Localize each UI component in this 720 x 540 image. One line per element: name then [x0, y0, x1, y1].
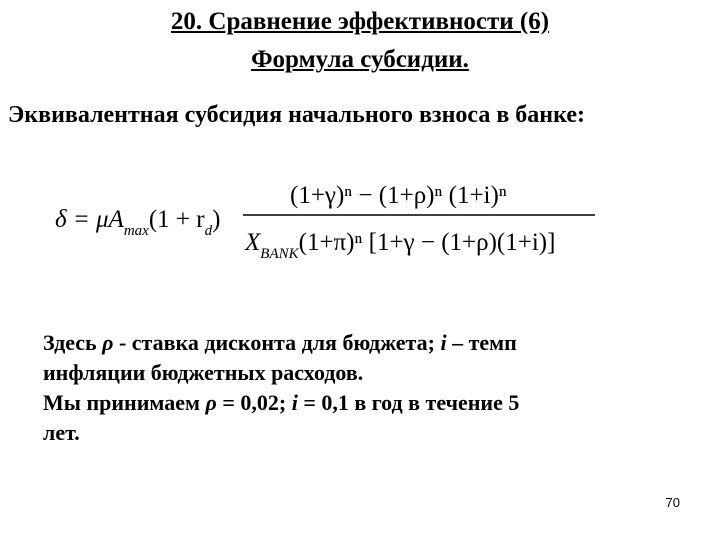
subsidy-formula [55, 165, 615, 275]
slide-subtitle: Эквивалентная субсидия начального взноса в банке: [8, 102, 586, 128]
note-line1: Здесь ρ - ставка дисконта для бюджета; i – темп [43, 330, 517, 355]
slide-title-line2: Формула субсидии. [251, 46, 469, 73]
note-line4: лет. [43, 420, 80, 445]
slide-title-line1: 20. Сравнение эффективности (6) [170, 8, 550, 35]
formula-lhs: $\delta = \mu A_{max}(1 + r_d)$ [55, 206, 221, 239]
formula-denominator: $X_{BANK}(1+\pi)^n$ [1+γ − (1+ρ)(1+i)] [245, 229, 556, 262]
page-number: 70 [665, 495, 680, 510]
note-line3: Мы принимаем ρ = 0,02; i = 0,1 в год в течение 5 [43, 390, 520, 415]
note-line2: инфляции бюджетных расходов. [43, 360, 364, 385]
formula-numerator: (1+γ)ⁿ − (1+ρ)ⁿ (1+i)ⁿ [290, 182, 507, 209]
explanation-text [43, 328, 663, 448]
